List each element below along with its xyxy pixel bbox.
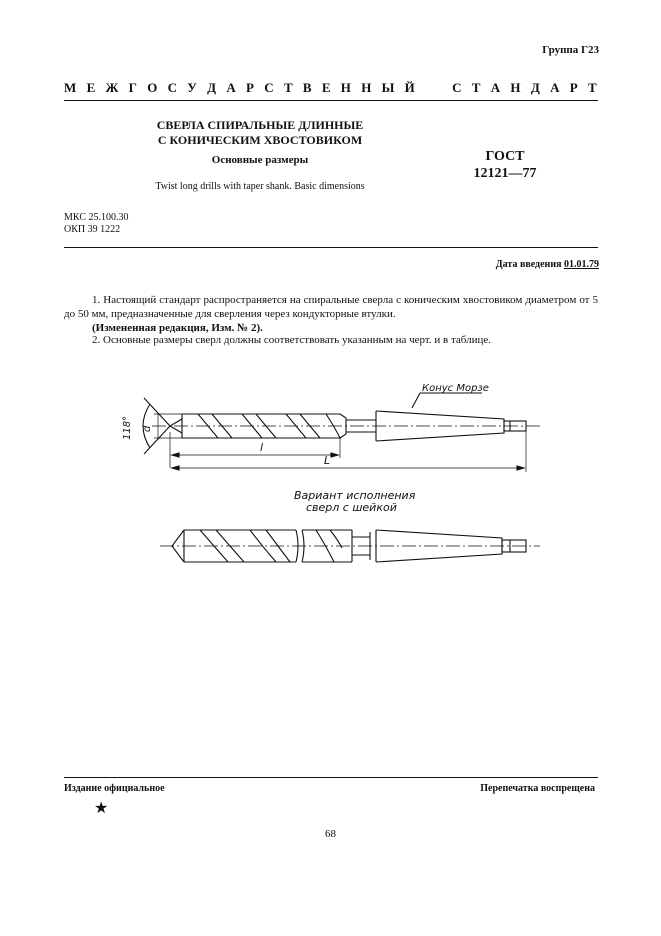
intro-label: Дата введения [495, 259, 562, 270]
mks-code: МКС 25.100.30 [64, 212, 129, 223]
heading-letter: А [550, 80, 560, 95]
official-edition-note: Издание официальное [64, 783, 165, 794]
heading-letter: О [147, 80, 158, 95]
heading-letter: Т [587, 80, 597, 95]
heading-letter: Ж [105, 80, 119, 95]
gost-number: 12121—77 [473, 166, 537, 181]
heading-letter: Г [128, 80, 137, 95]
heading-letter: Н [340, 80, 351, 95]
revision-note: (Измененная редакция, Изм. № 2). [92, 322, 263, 334]
paragraph-1: 1. Настоящий стандарт распространяется на спиральные сверла с коническим хвостовиком диаметром от 5 до 50 мм, предназначенные для сверления через кондукторные втулки. [64, 294, 598, 320]
angle-label: 118° [122, 415, 133, 440]
heading-letter: Т [283, 80, 293, 95]
heading-letter: Ы [381, 80, 395, 95]
document-subtitle: Основные размеры [211, 154, 309, 166]
heading-letter: М [64, 80, 77, 95]
heading-letter: С [167, 80, 178, 95]
heading-letter: С [452, 80, 462, 95]
reprint-prohibited-note: Перепечатка воспрещена [480, 783, 595, 794]
page-number: 68 [325, 828, 336, 840]
heading-letter: Н [361, 80, 372, 95]
variant-caption-line-1: Вариант исполнения [294, 489, 416, 502]
heading-letter: Д [530, 80, 540, 95]
heading-letter: Р [246, 80, 254, 95]
heading-letter: В [302, 80, 312, 95]
group-code: Группа Г23 [542, 44, 599, 56]
heading-letter: Н [510, 80, 521, 95]
length-L-label: L [324, 454, 331, 467]
heading-letter: С [264, 80, 274, 95]
okp-code: ОКП 39 1222 [64, 224, 121, 235]
diameter-label: d [142, 425, 153, 432]
heading-letter: А [490, 80, 501, 95]
english-title: Twist long drills with taper shank. Basic dimensions [155, 181, 365, 192]
heading-letter: Й [404, 80, 415, 95]
gost-label: ГОСТ [485, 149, 525, 164]
footer-rule [64, 777, 598, 778]
heading-letter: У [187, 80, 197, 95]
heading-letter: Т [471, 80, 481, 95]
morse-taper-label: Конус Морзе [422, 383, 489, 394]
title-line-1: СВЕРЛА СПИРАЛЬНЫЕ ДЛИННЫЕ [156, 118, 364, 132]
length-l-label: l [260, 441, 264, 454]
star-icon: ★ [94, 800, 109, 817]
heading-letter: А [226, 80, 236, 95]
intro-date-value: 01.01.79 [564, 259, 599, 270]
paragraph-2: 2. Основные размеры сверл должны соответствовать указанным на черт. и в таблице. [92, 334, 492, 346]
title-line-2: С КОНИЧЕСКИМ ХВОСТОВИКОМ [157, 133, 363, 147]
heading-letter: Р [569, 80, 578, 95]
variant-caption-line-2: сверл с шейкой [306, 501, 397, 514]
heading-letter: Е [86, 80, 96, 95]
heading-letter: Д [207, 80, 217, 95]
heading-letter: Е [321, 80, 331, 95]
